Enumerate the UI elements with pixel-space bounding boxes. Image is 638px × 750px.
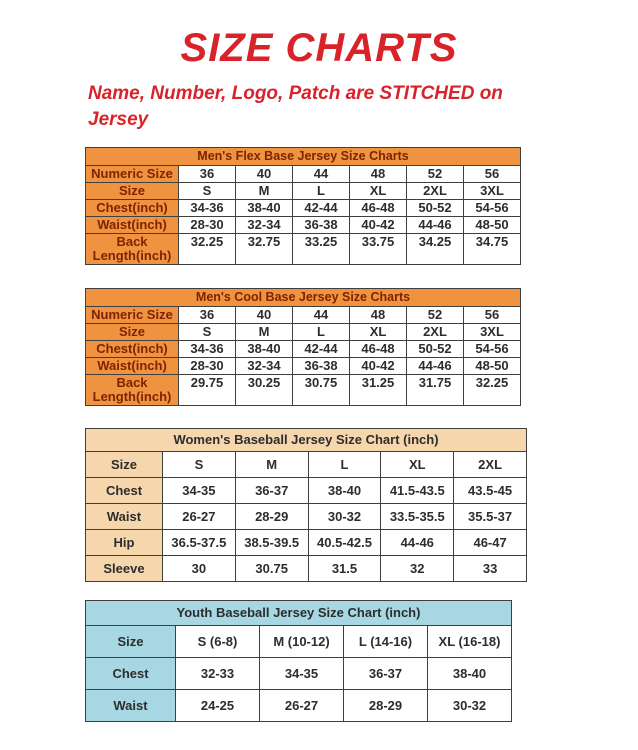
row-label: Numeric Size: [86, 307, 179, 324]
size-cell: XL: [350, 183, 407, 200]
table-row: [86, 324, 521, 341]
table-row: [86, 690, 512, 722]
size-cell: 32-34: [236, 217, 293, 234]
size-cell: 41.5-43.5: [381, 478, 454, 504]
size-cell: 2XL: [454, 452, 527, 478]
page-title: SIZE CHARTS: [180, 26, 458, 70]
size-cell: 34-35: [260, 658, 344, 690]
size-cell: 34-36: [179, 341, 236, 358]
table-row: [86, 504, 527, 530]
size-cell: 30.75: [235, 556, 308, 582]
size-cell: 44: [293, 307, 350, 324]
row-label: Back Length(inch): [86, 234, 179, 265]
size-cell: 48: [350, 166, 407, 183]
size-cell: 26-27: [163, 504, 236, 530]
table-mens-flex-base: [85, 147, 638, 265]
size-cell: 31.25: [350, 375, 407, 406]
size-cell: 32.75: [236, 234, 293, 265]
table-row: [86, 307, 521, 324]
size-cell: 42-44: [293, 341, 350, 358]
table-row: [86, 183, 521, 200]
table-row: [86, 530, 527, 556]
size-cell: 40-42: [350, 358, 407, 375]
table-womens-baseball: [85, 428, 638, 582]
size-cell: 36-37: [344, 658, 428, 690]
size-cell: 48: [350, 307, 407, 324]
size-cell: S: [163, 452, 236, 478]
row-label: Chest: [86, 478, 163, 504]
size-cell: 42-44: [293, 200, 350, 217]
size-cell: 36: [179, 307, 236, 324]
table-row: [86, 166, 521, 183]
size-cell: M: [236, 324, 293, 341]
size-cell: 46-48: [350, 200, 407, 217]
table-row: [86, 217, 521, 234]
table-row: [86, 478, 527, 504]
size-cell: 34-36: [179, 200, 236, 217]
size-cell: 44-46: [407, 358, 464, 375]
size-cell: 36: [179, 166, 236, 183]
size-cell: 33.75: [350, 234, 407, 265]
table-row: [86, 658, 512, 690]
size-cell: 50-52: [407, 341, 464, 358]
size-cell: 38-40: [236, 200, 293, 217]
row-label: Back Length(inch): [86, 375, 179, 406]
size-table: [85, 451, 527, 582]
row-label: Size: [86, 626, 176, 658]
row-label: Waist(inch): [86, 358, 179, 375]
size-cell: 48-50: [464, 217, 521, 234]
size-cell: 44: [293, 166, 350, 183]
size-cell: L: [308, 452, 381, 478]
size-cell: 52: [407, 166, 464, 183]
size-cell: 31.75: [407, 375, 464, 406]
size-cell: L: [293, 183, 350, 200]
size-cell: M: [236, 183, 293, 200]
page-subtitle: Name, Number, Logo, Patch are STITCHED on Jersey: [88, 83, 503, 130]
table-title: Youth Baseball Jersey Size Chart (inch): [85, 600, 512, 625]
size-cell: 40: [236, 307, 293, 324]
size-cell: 3XL: [464, 324, 521, 341]
size-cell: M: [235, 452, 308, 478]
size-cell: 33.5-35.5: [381, 504, 454, 530]
row-label: Size: [86, 452, 163, 478]
size-cell: 32.25: [464, 375, 521, 406]
row-label: Sleeve: [86, 556, 163, 582]
size-cell: S: [179, 324, 236, 341]
size-table: [85, 165, 521, 265]
size-cell: 54-56: [464, 200, 521, 217]
row-label: Size: [86, 183, 179, 200]
size-cell: 43.5-45: [454, 478, 527, 504]
size-cell: 28-29: [344, 690, 428, 722]
table-row: [86, 341, 521, 358]
table-title: Men's Flex Base Jersey Size Charts: [85, 147, 521, 165]
table-mens-cool-base: [85, 288, 638, 406]
size-cell: XL (16-18): [428, 626, 512, 658]
size-cell: S: [179, 183, 236, 200]
size-cell: 28-30: [179, 217, 236, 234]
table-row: [86, 234, 521, 265]
row-label: Size: [86, 324, 179, 341]
size-cell: 33: [454, 556, 527, 582]
size-cell: S (6-8): [176, 626, 260, 658]
size-cell: 46-47: [454, 530, 527, 556]
size-cell: 38.5-39.5: [235, 530, 308, 556]
row-label: Waist: [86, 690, 176, 722]
size-table: [85, 625, 512, 722]
size-cell: 56: [464, 307, 521, 324]
size-cell: 36-37: [235, 478, 308, 504]
size-cell: 31.5: [308, 556, 381, 582]
size-cell: L (14-16): [344, 626, 428, 658]
size-cell: 44-46: [381, 530, 454, 556]
size-cell: 36-38: [293, 358, 350, 375]
table-title: Women's Baseball Jersey Size Chart (inch): [85, 428, 527, 451]
size-cell: 29.75: [179, 375, 236, 406]
size-cell: 28-29: [235, 504, 308, 530]
size-cell: 36.5-37.5: [163, 530, 236, 556]
size-cell: 36-38: [293, 217, 350, 234]
row-label: Waist: [86, 504, 163, 530]
row-label: Chest(inch): [86, 341, 179, 358]
size-cell: 52: [407, 307, 464, 324]
row-label: Waist(inch): [86, 217, 179, 234]
size-cell: 30-32: [308, 504, 381, 530]
size-cell: 40.5-42.5: [308, 530, 381, 556]
row-label: Chest: [86, 658, 176, 690]
size-cell: 50-52: [407, 200, 464, 217]
table-row: [86, 375, 521, 406]
size-cell: 40: [236, 166, 293, 183]
table-row: [86, 556, 527, 582]
size-cell: 26-27: [260, 690, 344, 722]
size-cell: 2XL: [407, 183, 464, 200]
size-cell: 38-40: [236, 341, 293, 358]
size-cell: L: [293, 324, 350, 341]
row-label: Numeric Size: [86, 166, 179, 183]
size-cell: 3XL: [464, 183, 521, 200]
size-cell: 44-46: [407, 217, 464, 234]
size-cell: 38-40: [308, 478, 381, 504]
size-cell: 24-25: [176, 690, 260, 722]
row-label: Chest(inch): [86, 200, 179, 217]
size-cell: 30-32: [428, 690, 512, 722]
size-cell: 34.25: [407, 234, 464, 265]
size-cell: 32-33: [176, 658, 260, 690]
size-cell: 34-35: [163, 478, 236, 504]
size-cell: XL: [350, 324, 407, 341]
size-cell: 32: [381, 556, 454, 582]
size-cell: 35.5-37: [454, 504, 527, 530]
size-cell: 48-50: [464, 358, 521, 375]
table-row: [86, 452, 527, 478]
size-cell: M (10-12): [260, 626, 344, 658]
size-cell: 54-56: [464, 341, 521, 358]
size-cell: 28-30: [179, 358, 236, 375]
size-cell: 38-40: [428, 658, 512, 690]
size-cell: 46-48: [350, 341, 407, 358]
size-cell: 30.75: [293, 375, 350, 406]
size-table: [85, 306, 521, 406]
size-cell: 2XL: [407, 324, 464, 341]
size-cell: 33.25: [293, 234, 350, 265]
size-cell: 34.75: [464, 234, 521, 265]
table-row: [86, 200, 521, 217]
size-cell: XL: [381, 452, 454, 478]
table-youth-baseball: [85, 600, 638, 722]
size-cell: 30.25: [236, 375, 293, 406]
size-cell: 32.25: [179, 234, 236, 265]
size-cell: 30: [163, 556, 236, 582]
size-cell: 32-34: [236, 358, 293, 375]
size-cell: 40-42: [350, 217, 407, 234]
size-cell: 56: [464, 166, 521, 183]
table-row: [86, 626, 512, 658]
table-title: Men's Cool Base Jersey Size Charts: [85, 288, 521, 306]
row-label: Hip: [86, 530, 163, 556]
table-row: [86, 358, 521, 375]
